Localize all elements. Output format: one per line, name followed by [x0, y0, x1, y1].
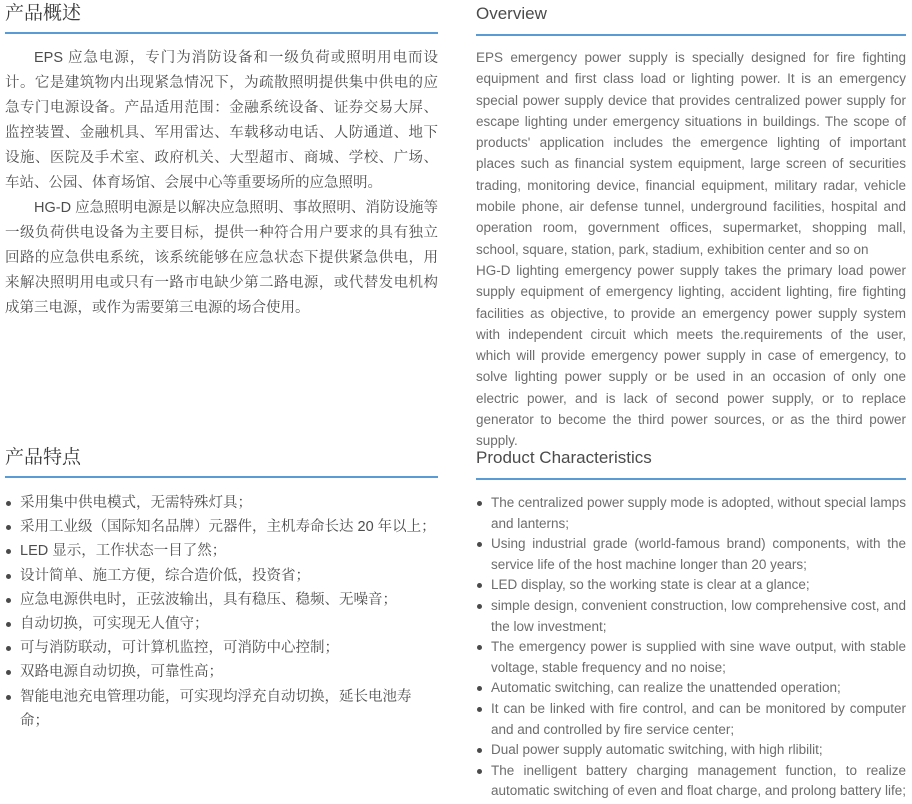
features-cn-item: 智能电池充电管理功能，可实现均浮充自动切换，延长电池寿命；	[5, 685, 438, 733]
section-overview-en	[476, 1, 906, 452]
features-cn-list	[5, 491, 438, 733]
overview-en-paragraph-2: HG-D lighting emergency power supply takes the primary load power supply equipment of emergency lighting, accident lighting, fire fighting facilities as objective, to provide an emergency power supply system with independent circuit which meets the.requirements of the user, which will provide emergency power supply in case of emergency, to solve lighting power supply or be used in an occasion of only one electric power, and is lack of second power supply, or to replace generator to become the third power sources, or as the third power supply.	[476, 262, 906, 449]
features-cn-item: 双路电源自动切换，可靠性高；	[5, 660, 438, 684]
features-en-list	[476, 493, 906, 802]
overview-en-body	[476, 47, 906, 452]
section-features-cn	[5, 445, 438, 733]
features-cn-item: 自动切换，可实现无人值守；	[5, 612, 438, 636]
features-en-item: LED display, so the working state is clear at a glance;	[476, 575, 906, 596]
features-cn-item: 采用工业级（国际知名品牌）元器件，主机寿命长达 20 年以上；	[5, 515, 438, 539]
overview-cn-paragraph-2: HG-D 应急照明电源是以解决应急照明、事故照明、消防设施等一级负荷供电设备为主要目标，提供一种符合用户要求的具有独立回路的应急供电系统，该系统能够在应急状态下提供紧急供电，用来解决照明用电或只有一路市电缺少第二路电源，或代替发电机构成第三电源，或作为需要第三电源的场合使用。	[5, 200, 438, 316]
heading-overview-cn: 产品概述	[5, 1, 438, 34]
features-en-item: simple design, convenient construction, low comprehensive cost, and the low investment;	[476, 596, 906, 637]
section-overview-cn	[5, 1, 438, 321]
features-en-item: The inelligent battery charging management function, to realize automatic switching of even and float charge, and prolong battery life;	[476, 761, 906, 802]
heading-features-cn: 产品特点	[5, 445, 438, 478]
features-cn-item: 设计简单、施工方便，综合造价低，投资省；	[5, 564, 438, 588]
features-en-item: The emergency power is supplied with sine wave output, with stable voltage, stable frequency and no noise;	[476, 637, 906, 678]
overview-cn-paragraph-1: EPS 应急电源，专门为消防设备和一级负荷或照明用电而设计。它是建筑物内出现紧急情况下，为疏散照明提供集中供电的应急专门电源设备。产品适用范围：金融系统设备、证券交易大屏、监控装置、金融机具、军用雷达、车载移动电话、人防通道、地下设施、医院及手术室、政府机关、大型超市、商城、学校、广场、车站、公园、体育场馆、会展中心等重要场所的应急照明。	[5, 50, 438, 191]
features-en-item: Using industrial grade (world-famous brand) components, with the service life of the host machine longer than 20 years;	[476, 534, 906, 575]
overview-cn-body	[5, 46, 438, 321]
features-en-item: Automatic switching, can realize the unattended operation;	[476, 678, 906, 699]
features-en-item: The centralized power supply mode is adopted, without special lamps and lanterns;	[476, 493, 906, 534]
features-cn-item: LED 显示，工作状态一目了然；	[5, 539, 438, 563]
features-cn-item: 应急电源供电时，正弦波输出，具有稳压、稳频、无噪音；	[5, 588, 438, 612]
heading-overview-en: Overview	[476, 1, 906, 36]
heading-features-en: Product Characteristics	[476, 445, 906, 480]
overview-en-paragraph-1: EPS emergency power supply is specially designed for fire fighting equipment and first class load or lighting power. It is an emergency special power supply device that provides centralized power supply for escape lighting under emergency situations in buildings. The scope of products' application includes the emergence lighting of important places such as financial system equipment, large screen of securities trading, monitoring device, financial equipment, military radar, vehicle mobile phone, air defense tunnel, underground facilities, hospital and operation room, government offices, supermarket, shopping mall, school, square, station, park, stadium, exhibition center and so on	[476, 50, 906, 257]
features-en-item: It can be linked with fire control, and can be monitored by computer and and controlled by fire service center;	[476, 699, 906, 740]
section-features-en	[476, 445, 906, 802]
features-en-item: Dual power supply automatic switching, with high rlibilit;	[476, 740, 906, 761]
features-cn-item: 采用集中供电模式，无需特殊灯具；	[5, 491, 438, 515]
features-cn-item: 可与消防联动，可计算机监控，可消防中心控制；	[5, 636, 438, 660]
